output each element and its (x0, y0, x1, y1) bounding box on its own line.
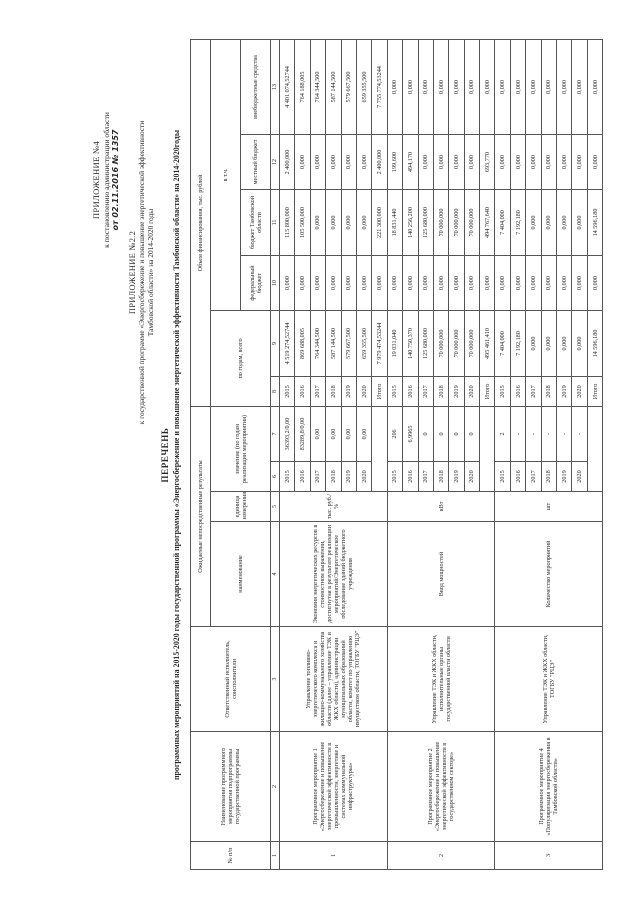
fin-total: 70 000,000 (433, 311, 448, 377)
result-value: 206 (387, 407, 402, 462)
result-value: - (557, 407, 572, 462)
table-row (387, 39, 402, 869)
financing-group-header: Объем финансирования, тыс. рублей (191, 39, 211, 406)
result-year: 2015 (387, 462, 402, 492)
col-unit-header: единица измерения (211, 492, 271, 522)
measure-number: 1 (280, 842, 388, 870)
appendix-2-2-header (128, 40, 155, 505)
fin-local: 0,000 (464, 135, 479, 190)
fin-year: 2016 (403, 377, 418, 407)
fin-federal: 0,000 (403, 256, 418, 311)
fin-year: 2020 (572, 377, 587, 407)
fin-federal: 0,000 (480, 256, 495, 311)
fin-regional: 0,000 (310, 190, 325, 256)
fin-total: 7 979 474,53244 (372, 311, 387, 377)
measures-table (190, 39, 603, 870)
result-year: 2020 (356, 462, 371, 492)
fin-federal: 0,000 (326, 256, 341, 311)
result-year: 2020 (464, 462, 479, 492)
measure-responsible: Управление ТЭК и ЖКХ области, исполнительные органы государственной власти области (387, 627, 495, 732)
measure-name: Программное мероприятие 1 «Энергосбережение и повышение энергетической эффективности в промышленности, энергетике и системах коммунальной инфраструктуры» (280, 732, 388, 842)
measure-number: 3 (495, 842, 603, 870)
col-regional-header: бюджет Тамбовской области (241, 190, 271, 256)
fin-federal: 0,000 (387, 256, 402, 311)
fin-local: 0,000 (572, 135, 587, 190)
result-value: - (526, 407, 541, 462)
fin-total: 579 667,500 (341, 311, 356, 377)
fin-local: 0,000 (326, 135, 341, 190)
fin-total: 19 031,040 (387, 311, 402, 377)
fin-total: 0,000 (526, 311, 541, 377)
fin-external: 0,000 (526, 39, 541, 134)
result-value: - (541, 407, 556, 462)
result-value: 0,00 (341, 407, 356, 462)
fin-local: 0,000 (295, 135, 310, 190)
result-empty (480, 407, 495, 492)
result-year: 2019 (557, 462, 572, 492)
fin-external: 764 344,500 (310, 39, 325, 134)
fin-external: 0,000 (464, 39, 479, 134)
column-number: 2 (271, 732, 280, 842)
result-value: 0 (418, 407, 433, 462)
fin-regional: 18 831,440 (387, 190, 402, 256)
fin-external: 0,000 (495, 39, 510, 134)
col-responsible-header: Ответственный исполнитель, соисполнители (191, 627, 271, 732)
result-value: 0 (449, 407, 464, 462)
fin-federal: 0,000 (341, 256, 356, 311)
fin-external: 0,000 (557, 39, 572, 134)
fin-total: 7 404,000 (495, 311, 510, 377)
fin-federal: 0,000 (372, 256, 387, 311)
fin-regional: 0,000 (526, 190, 541, 256)
fin-year: 2019 (341, 377, 356, 407)
result-year: 2017 (418, 462, 433, 492)
column-number-row (271, 39, 280, 869)
fin-regional: 0,000 (356, 190, 371, 256)
fin-regional: 70 000,000 (449, 190, 464, 256)
table-row (280, 39, 295, 869)
fin-total: 495 461,410 (480, 311, 495, 377)
document-title: ПЕРЕЧЕНЬ (160, 427, 170, 483)
fin-external: 0,000 (387, 39, 402, 134)
fin-federal: 0,000 (572, 256, 587, 311)
result-empty (372, 407, 387, 492)
col-fin-total-header: по годам, всего (211, 311, 271, 407)
col-incl-header: в т.ч. (211, 39, 241, 310)
fin-federal: 0,000 (295, 256, 310, 311)
fin-local: 2 400,000 (280, 135, 295, 190)
fin-regional: 140 256,200 (403, 190, 418, 256)
fin-regional: 0,000 (572, 190, 587, 256)
result-value: 36393,2/0,00 (280, 407, 295, 462)
appendix-2-2-sub-1: к государственной программе «Энергосбережение и повышение энергетической эффективности (137, 120, 146, 425)
appendix-4-header (92, 55, 121, 305)
result-year: 2016 (295, 462, 310, 492)
column-number: 6 (271, 462, 280, 492)
appendix-2-2-sub-2: Тамбовской области» на 2014-2020 годы (146, 208, 155, 337)
result-value: 0 (433, 407, 448, 462)
result-value: 83289,8/0,00 (295, 407, 310, 462)
appendix-4-sub: к постановлению администрации области (101, 112, 111, 248)
result-value: - (510, 407, 525, 462)
fin-local: 0,000 (495, 135, 510, 190)
results-group-header: Ожидаемые непосредственные результаты (191, 407, 211, 627)
fin-regional: 0,000 (341, 190, 356, 256)
fin-local: 0,000 (541, 135, 556, 190)
fin-total: 587 144,500 (326, 311, 341, 377)
fin-year: Итого (372, 377, 387, 407)
fin-year: 2020 (464, 377, 479, 407)
fin-regional: 70 000,000 (464, 190, 479, 256)
col-num-header: № п/п (191, 842, 271, 870)
fin-external: 0,000 (433, 39, 448, 134)
fin-year: 2019 (449, 377, 464, 407)
result-value: - (572, 407, 587, 462)
result-value: 2 (495, 407, 510, 462)
fin-total: 659 355,500 (356, 311, 371, 377)
appendix-2-2-label: ПРИЛОЖЕНИЕ №2.2 (128, 230, 137, 315)
fin-regional: 70 000,000 (433, 190, 448, 256)
result-name: Количество мероприятий (495, 522, 603, 627)
result-unit: кВт (387, 492, 495, 522)
measure-name: Программное мероприятие 4 «Популяризация энергосбережения в Тамбовской области» (495, 732, 603, 842)
fin-regional: 7 192,180 (510, 190, 525, 256)
fin-local: 0,000 (418, 135, 433, 190)
fin-federal: 0,000 (356, 256, 371, 311)
result-year: 2015 (495, 462, 510, 492)
fin-external: 587 144,500 (326, 39, 341, 134)
fin-local: 0,000 (433, 135, 448, 190)
fin-regional: 14 596,180 (587, 190, 602, 256)
column-number: 12 (271, 135, 280, 190)
fin-local: 0,000 (587, 135, 602, 190)
fin-regional: 7 404,000 (495, 190, 510, 256)
fin-federal: 0,000 (587, 256, 602, 311)
col-value-header: значение (по годам реализации мероприятия) (211, 407, 271, 492)
fin-external: 4 401 074,52744 (280, 39, 295, 134)
result-year: 2016 (403, 462, 418, 492)
measure-responsible: Управление топливно-энергетического комплекса и жилищно-коммунального хозяйства области (далее – управление ТЭК и ЖКХ области), администрации муниципальных образований области, комитет по управлению имуществом области, ТОГБУ "РЦЭ" (280, 627, 388, 732)
result-name: Экономия энергетических ресурсов в стоимостном выражении, достигнутая в результате реализации мероприятий/Энергетическое обследование зданий бюджетного учреждения (280, 522, 388, 627)
fin-regional: 0,000 (557, 190, 572, 256)
fin-external: 7 755 774,53244 (372, 39, 387, 134)
fin-external: 0,000 (541, 39, 556, 134)
fin-federal: 0,000 (464, 256, 479, 311)
document-subtitle: программных мероприятий на 2015-2020 годы государственной программы «Энергосбережение и повышение энергетической эффективности Тамбовской области» на 2014-2020годы (172, 129, 181, 781)
result-year: 2015 (280, 462, 295, 492)
result-year: 2020 (572, 462, 587, 492)
measure-responsible: Управление ТЭК и ЖКХ области, ТОГБУ "РЦЭ" (495, 627, 603, 732)
fin-total: 140 750,370 (403, 311, 418, 377)
fin-local: 494,170 (403, 135, 418, 190)
fin-regional: 105 500,000 (295, 190, 310, 256)
result-value: 0,00 (310, 407, 325, 462)
measure-number: 2 (387, 842, 495, 870)
fin-total: 869 688,005 (295, 311, 310, 377)
result-name: Ввод мощностей (387, 522, 495, 627)
fin-year: 2018 (433, 377, 448, 407)
fin-total: 70 000,000 (464, 311, 479, 377)
fin-local: 199,600 (387, 135, 402, 190)
fin-total: 7 192,180 (510, 311, 525, 377)
fin-year: 2020 (356, 377, 371, 407)
fin-external: 0,000 (418, 39, 433, 134)
column-number: 9 (271, 311, 280, 377)
column-number: 5 (271, 492, 280, 522)
fin-external: 0,000 (403, 39, 418, 134)
fin-external: 659 355,500 (356, 39, 371, 134)
fin-year: 2015 (387, 377, 402, 407)
fin-local: 0,000 (341, 135, 356, 190)
fin-year: 2015 (495, 377, 510, 407)
fin-total: 0,000 (572, 311, 587, 377)
fin-year: 2017 (418, 377, 433, 407)
result-year: 2018 (541, 462, 556, 492)
fin-external: 0,000 (587, 39, 602, 134)
fin-regional: 125 680,000 (418, 190, 433, 256)
fin-local: 0,000 (526, 135, 541, 190)
fin-local: 693,770 (480, 135, 495, 190)
fin-external: 579 667,500 (341, 39, 356, 134)
fin-federal: 0,000 (449, 256, 464, 311)
fin-year: 2016 (295, 377, 310, 407)
column-number: 10 (271, 256, 280, 311)
fin-year: 2017 (526, 377, 541, 407)
result-year: 2019 (449, 462, 464, 492)
result-value: 0,00 (326, 407, 341, 462)
fin-external: 764 188,005 (295, 39, 310, 134)
fin-external: 0,000 (572, 39, 587, 134)
fin-federal: 0,000 (557, 256, 572, 311)
fin-year: 2018 (326, 377, 341, 407)
fin-federal: 0,000 (495, 256, 510, 311)
fin-year: 2018 (541, 377, 556, 407)
fin-federal: 0,000 (280, 256, 295, 311)
fin-local: 0,000 (510, 135, 525, 190)
fin-year: Итого (587, 377, 602, 407)
fin-regional: 0,000 (541, 190, 556, 256)
table-header (191, 39, 280, 869)
column-number: 11 (271, 190, 280, 256)
fin-federal: 0,000 (510, 256, 525, 311)
result-value: 6,9965 (403, 407, 418, 462)
result-unit: тыс. руб./ % (280, 492, 388, 522)
fin-external: 0,000 (480, 39, 495, 134)
result-year: 2018 (433, 462, 448, 492)
fin-regional: 0,000 (326, 190, 341, 256)
fin-regional: 221 300,000 (372, 190, 387, 256)
table-body (280, 39, 603, 869)
column-number: 1 (271, 842, 280, 870)
col-result-name-header: наименование (211, 522, 271, 627)
fin-local: 0,000 (356, 135, 371, 190)
fin-local: 0,000 (557, 135, 572, 190)
fin-total: 764 344,500 (310, 311, 325, 377)
col-local-header: местный бюджет (241, 135, 271, 190)
fin-total: 0,000 (541, 311, 556, 377)
fin-total: 4 519 274,52744 (280, 311, 295, 377)
table-row (495, 39, 510, 869)
result-value: 0 (464, 407, 479, 462)
result-year: 2017 (310, 462, 325, 492)
measure-name: Программное мероприятие 2 «Энергосбережение и повышение энергетической эффективности в государственном секторе» (387, 732, 495, 842)
fin-external: 0,000 (449, 39, 464, 134)
fin-local: 0,000 (310, 135, 325, 190)
result-year: 2017 (526, 462, 541, 492)
fin-regional: 494 767,640 (480, 190, 495, 256)
appendix-4-date: от 02.11.2016 № 1357 (111, 129, 120, 231)
fin-federal: 0,000 (418, 256, 433, 311)
fin-external: 0,000 (510, 39, 525, 134)
appendix-4-label: ПРИЛОЖЕНИЕ №4 (91, 140, 101, 220)
column-number: 3 (271, 627, 280, 732)
fin-federal: 0,000 (541, 256, 556, 311)
column-number: 13 (271, 39, 280, 134)
result-year: 2018 (326, 462, 341, 492)
col-federal-header: федеральный бюджет (241, 256, 271, 311)
fin-federal: 0,000 (526, 256, 541, 311)
result-year: 2016 (510, 462, 525, 492)
fin-regional: 115 800,000 (280, 190, 295, 256)
column-number: 4 (271, 522, 280, 627)
col-name-header: Наименование программного мероприятия подпрограммы государственной программы (191, 732, 271, 842)
column-number: 8 (271, 377, 280, 407)
fin-total: 70 000,000 (449, 311, 464, 377)
fin-year: 2016 (510, 377, 525, 407)
fin-year: 2019 (557, 377, 572, 407)
fin-federal: 0,000 (433, 256, 448, 311)
col-external-header: внебюджетные средства (241, 39, 271, 134)
fin-local: 0,000 (449, 135, 464, 190)
fin-year: 2017 (310, 377, 325, 407)
fin-total: 14 596,180 (587, 311, 602, 377)
fin-total: 0,000 (557, 311, 572, 377)
result-year: 2019 (341, 462, 356, 492)
fin-local: 2 400,000 (372, 135, 387, 190)
result-value: 0,00 (356, 407, 371, 462)
result-unit: шт (495, 492, 603, 522)
result-empty (587, 407, 602, 492)
fin-federal: 0,000 (310, 256, 325, 311)
fin-total: 125 680,000 (418, 311, 433, 377)
fin-year: 2015 (280, 377, 295, 407)
column-number: 7 (271, 407, 280, 462)
fin-year: Итого (480, 377, 495, 407)
